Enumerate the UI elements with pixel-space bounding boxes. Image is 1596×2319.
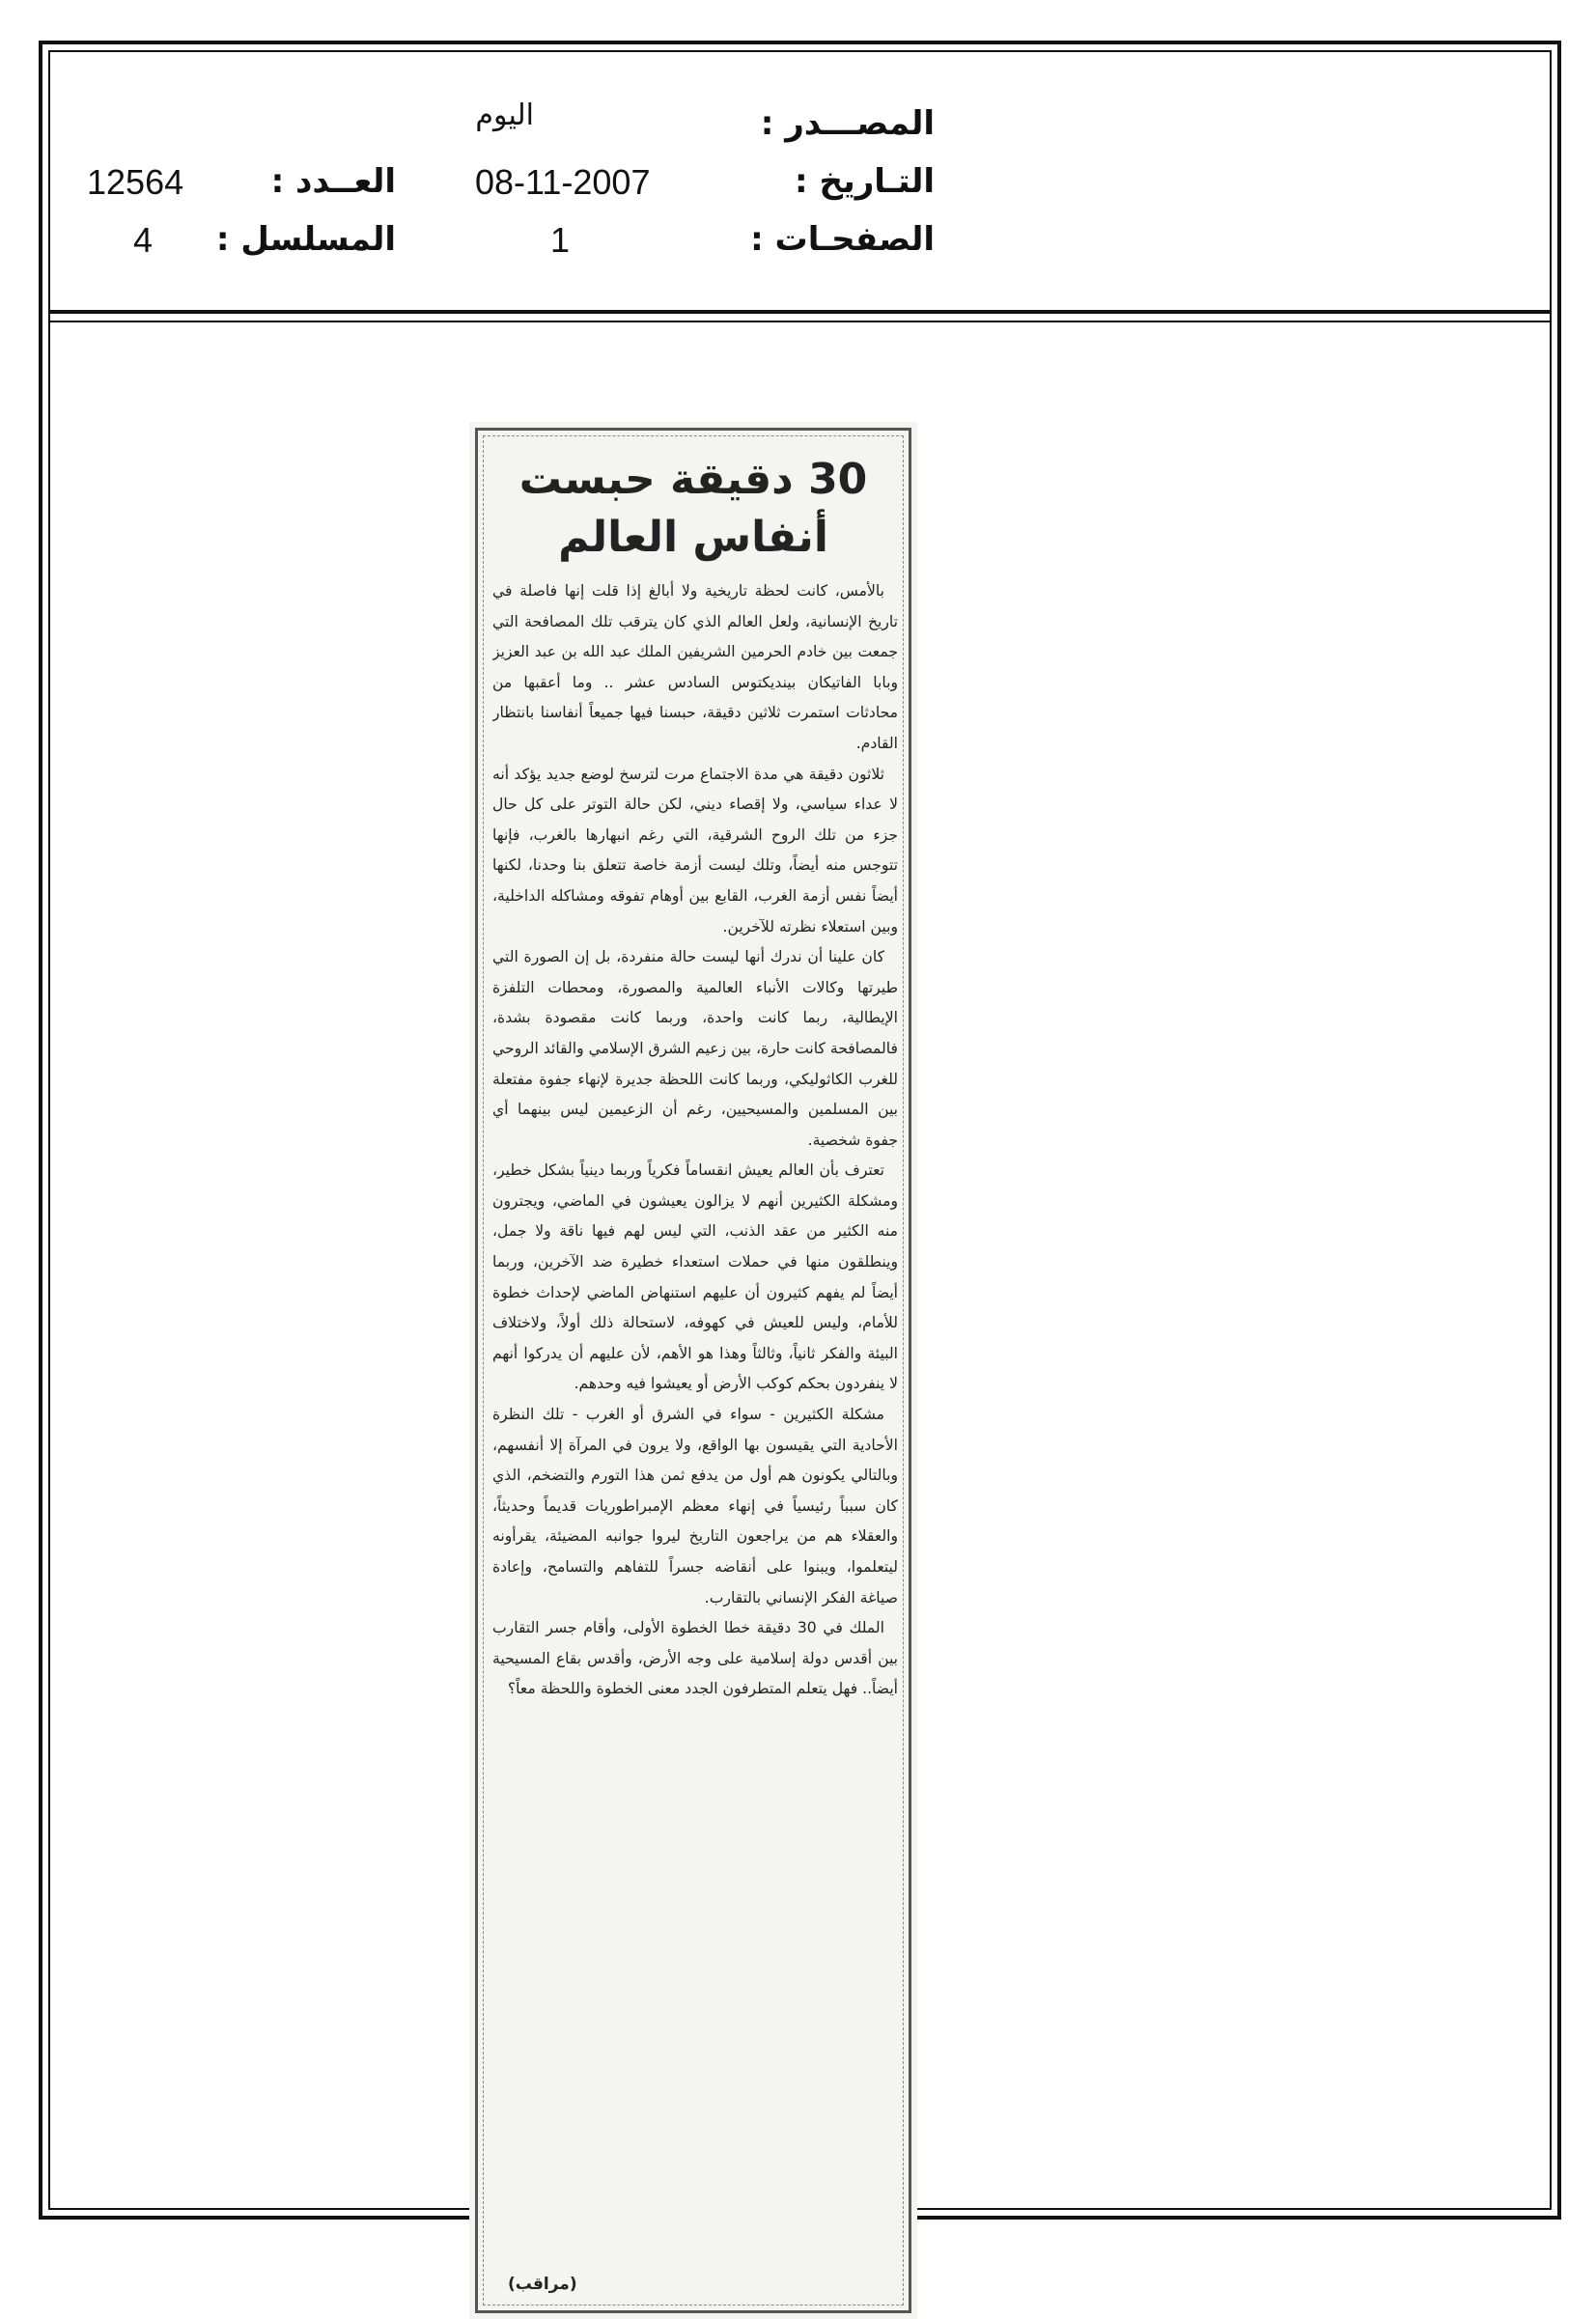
date-label: التـاريخ : (795, 162, 935, 201)
issue-value: 12564 (87, 162, 184, 202)
article-paragraph: كان علينا أن ندرك أنها ليست حالة منفردة، بل إن الصورة التي طيرتها وكالات الأنباء العالمية والمصورة، ومحطات التلفزة الإيطالية، ربما كانت واحدة، وربما كانت مقصودة بشدة، فالمصافحة كانت حارة، بين زعيم الشرق الإسلامي والقائد الروحي للغرب الكاثوليكي، وربما كانت اللحظة جديرة لإنهاء جفوة مفتعلة بين المسلمين والمسيحيين، رغم أن الزعيمين ليس بينهما أي جفوة شخصية. (492, 948, 898, 1149)
article-title-line-2: أنفاس العالم (558, 513, 828, 562)
issue-label: العــدد : (270, 162, 396, 201)
newspaper-clipping (469, 422, 917, 2319)
article-paragraph: ثلاثون دقيقة هي مدة الاجتماع مرت لترسخ لوضع جديد يؤكد أنه لا عداء سياسي، ولا إقصاء ديني، لكن حالة التوتر على كل حال جزء من تلك الروح الشرقية، التي رغم انبهارها بالغرب، فإنها تتوجس منه أيضاً، وتلك ليست أزمة خاصة تتعلق بنا وحدنا، لكنها أيضاً نفس أزمة الغرب، القابع بين أوهام تفوقه ومشاكله الداخلية، وبين استعلاء نظرته للآخرين. (492, 765, 898, 936)
article-title-line-1: 30 دقيقة حبست (518, 455, 868, 504)
header-divider (48, 310, 1552, 314)
serial-value: 4 (133, 220, 154, 260)
header-divider-thin (48, 321, 1552, 322)
article-paragraph: مشكلة الكثيرين - سواء في الشرق أو الغرب - تلك النظرة الأحادية التي يقيسون بها الواقع، ولا يرون في المرآة إلا أنفسهم، وبالتالي يكونون هم أول من يدفع ثمن هذا التورم والتضخم، الذي كان سبباً رئيسياً في إنهاء معظم الإمبراطوريات قديماً وحديثاً، والعقلاء هم من يراجعون التاريخ ليروا جوانبه المضيئة، يقرأونه ليتعلموا، ويبنوا على أنقاضه جسراً للتفاهم والتسامح، وإعادة صياغة الفكر الإنساني بالتقارب. (492, 1406, 898, 1607)
article-title (489, 451, 898, 567)
date-value: 08-11-2007 (475, 162, 651, 202)
pages-value: 1 (550, 220, 571, 260)
article-paragraph: الملك في 30 دقيقة خطا الخطوة الأولى، وأقام جسر التقارب بين أقدس دولة إسلامية على وجه الأرض، وأقدس بقاع المسيحية أيضاً.. فهل يتعلم المتطرفون الجدد معنى الخطوة واللحظة معاً؟ (492, 1619, 898, 1698)
pages-label: الصفحـات : (750, 220, 935, 259)
article-body (492, 576, 898, 2261)
article-paragraph: بالأمس، كانت لحظة تاريخية ولا أبالغ إذا قلت إنها فاصلة في تاريخ الإنسانية، ولعل العالم الذي كان يترقب تلك المصافحة التي جمعت بين خادم الحرمين الشريفين الملك عبد الله بن عبد العزيز وبابا الفاتيكان بينديكتوس السادس عشر .. وما أعقبها من محادثات استمرت ثلاثين دقيقة، حبسنا فيها جميعاً أنفاسنا بانتظار القادم. (492, 582, 898, 752)
serial-label: المسلسل : (215, 220, 396, 259)
source-value: اليوم (475, 98, 534, 132)
source-label: المصـــدر : (760, 104, 935, 143)
article-signature: (مراقب) (508, 2275, 577, 2294)
article-paragraph: تعترف بأن العالم يعيش انقساماً فكرياً وربما دينياً بشكل خطير، ومشكلة الكثيرين أنهم لا يزالون يعيشون في الماضي، ويجترون منه الكثير من عقد الذنب، التي ليس لهم فيها ناقة ولا جمل، وينطلقون منها في حملات استعداء خطيرة ضد الآخرين، وربما أيضاً لم يفهم كثيرون أن عليهم استنهاض الماضي لإحداث خطوة للأمام، وليس للعيش في كهوفه، لاستحالة ذلك أولاً، ولاختلاف البيئة والفكر ثانياً، وثالثاً وهذا هو الأهم، لأن عليهم أن يدركوا أنهم لا ينفردون بحكم كوكب الأرض أو يعيشوا فيه وحدهم. (492, 1161, 898, 1393)
